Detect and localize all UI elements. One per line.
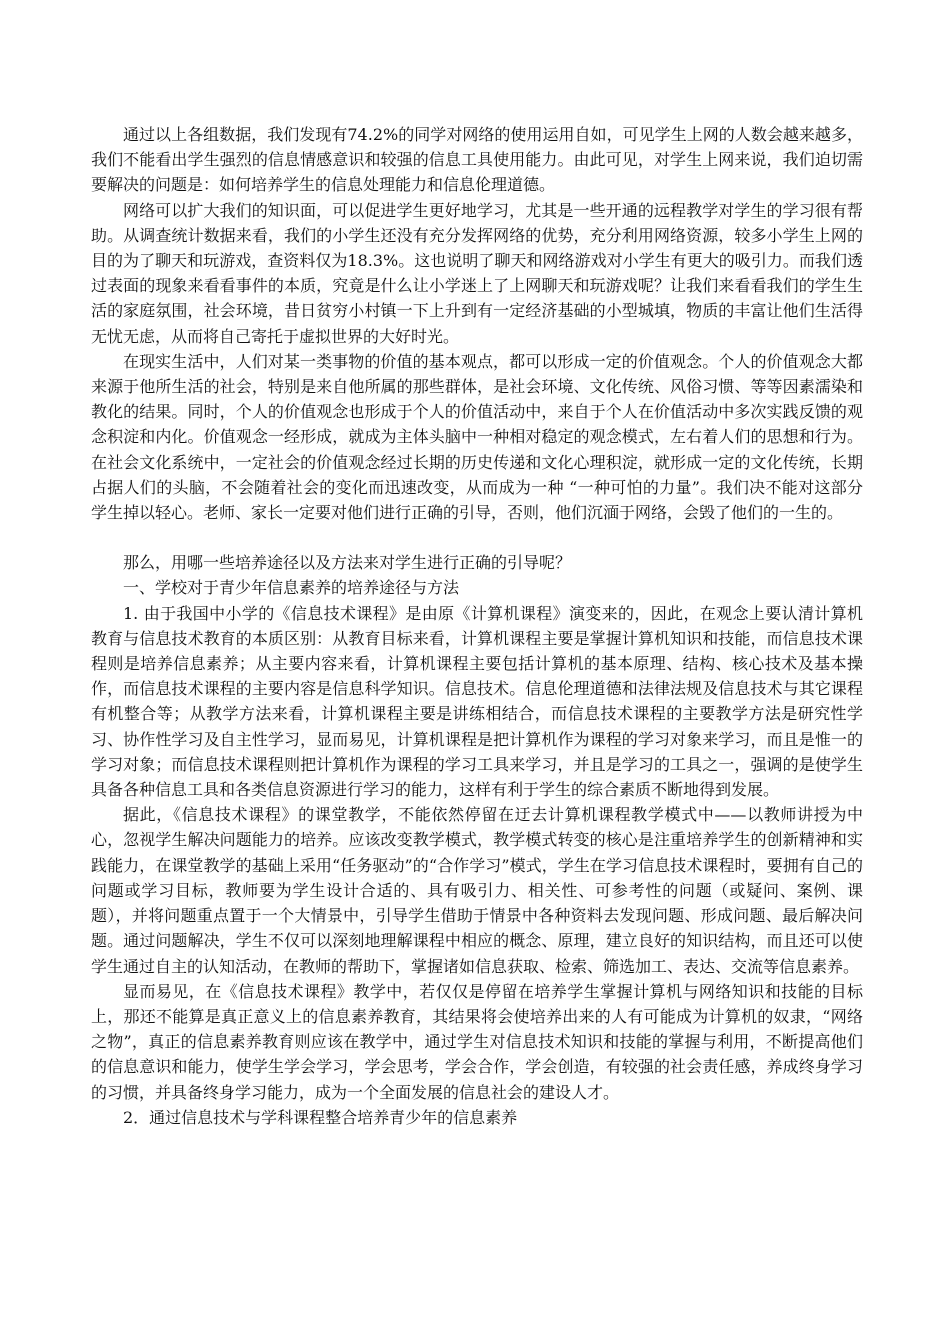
document-body [91, 122, 863, 1130]
paragraph-network-usage: 网络可以扩大我们的知识面，可以促进学生更好地学习，尤其是一些开通的远程教学对学生的学习很有帮助。从调查统计数据来看，我们的小学生还没有充分发挥网络的优势，充分利用网络资源，较多小学生上网的目的为了聊天和玩游戏，查资料仅为18.3%。这也说明了聊天和网络游戏对小学生有更大的吸引力。而我们透过表面的现象来看看事件的本质，究竟是什么让小学迷上了上网聊天和玩游戏呢？让我们来看看我们的学生生活的家庭氛围，社会环境，昔日贫穷小村镇一下上升到有一定经济基础的小型城填，物质的丰富让他们生活得无忧无虑，从而将自己寄托于虚拟世界的大好时光。 [91, 200, 863, 346]
paragraph-guidance-question: 那么，用哪一些培养途径以及方法来对学生进行正确的引导呢？ [123, 553, 572, 573]
paragraph-value-concepts: 在现实生活中，人们对某一类事物的价值的基本观点，都可以形成一定的价值观念。个人的价值观念大都来源于他所生活的社会，特别是来自他所属的那些群体，是社会环境、文化传统、风俗习惯、等等因素濡染和教化的结果。同时，个人的价值观念也形成于个人的价值活动中，来自于个人在价值活动中多次实践反馈的观念积淀和内化。价值观念一经形成，就成为主体头脑中一种相对稳定的观念模式，左右着人们的思想和行为。在社会文化系统中，一定社会的价值观念经过长期的历史传递和文化心理积淀，就形成一定的文化传统，长期占据人们的头脑，不会随着社会的变化而迅速改变，从而成为一种 “一种可怕的力量”。我们决不能对这部分学生掉以轻心。老师、家长一定要对他们进行正确的引导，否则，他们沉湎于网络，会毁了他们的一生的。 [91, 351, 863, 523]
paragraph-teaching-mode: 据此，《信息技术课程》的课堂教学，不能依然停留在迂去计算机课程教学模式中——以教师讲授为中心，忽视学生解决问题能力的培养。应该改变教学模式，教学模式转变的核心是注重培养学生的创新精神和实践能力，在课堂教学的基础上采用“任务驱动”的“合作学习”模式，学生在学习信息技术课程时，要拥有自己的问题或学习目标，教师要为学生设计合适的、具有吸引力、相关性、可参考性的问题（或疑问、案例、课题），并将问题重点置于一个大情景中，引导学生借助于情景中各种资料去发现问题、形成问题、最后解决问题。通过问题解决，学生不仅可以深刻地理解课程中相应的概念、原理，建立良好的知识结构，而且还可以使学生通过自主的认知活动，在教师的帮助下，掌握诸如信息获取、检索、筛选加工、表达、交流等信息素养。 [91, 805, 863, 976]
section-heading-school-approaches: 一、学校对于青少年信息素养的培养途径与方法 [123, 578, 460, 598]
paragraph-survey-conclusion: 通过以上各组数据，我们发现有74.2%的同学对网络的使用运用自如，可见学生上网的人数会越来越多，我们不能看出学生强烈的信息情感意识和较强的信息工具使用能力。由此可见，对学生上网来说，我们迫切需要解决的问题是：如何培养学生的信息处理能力和信息伦理道德。 [91, 125, 863, 195]
paragraph-item-1: 1. 由于我国中小学的《信息技术课程》是由原《计算机课程》演变来的，因此，在观念上要认清计算机教育与信息技术教育的本质区别：从教育目标来看，计算机课程主要是掌握计算机知识和技能，而信息技术课程则是培养信息素养；从主要内容来看，计算机课程主要包括计算机的基本原理、结构、核心技术及基本操作，而信息技术课程的主要内容是信息科学知识。信息技术。信息伦理道德和法律法规及信息技术与其它课程有机整合等；从教学方法来看，计算机课程主要是讲练相结合，而信息技术课程的主要教学方法是研究性学习、协作性学习及自主性学习，显而易见，计算机课程是把计算机作为课程的学习对象来学习，而且是惟一的学习对象；而信息技术课程则把计算机作为课程的学习工具来学习，并且是学习的工具之一，强调的是使学生具备各种信息工具和各类信息资源进行学习的能力，这样有利于学生的综合素质不断地得到发展。 [91, 603, 863, 800]
paragraph-spacer [91, 525, 863, 550]
paragraph-information-literacy: 显而易见，在《信息技术课程》教学中，若仅仅是停留在培养学生掌握计算机与网络知识和技能的目标上，那还不能算是真正意义上的信息素养教育，其结果将会使培养出来的人有可能成为计算机的奴隶，“网络之物”，真正的信息素养教育则应该在教学中，通过学生对信息技术知识和技能的掌握与利用，不断提高他们的信息意识和能力，使学生学会学习，学会思考，学会合作，学会创造，有较强的社会责任感，养成终身学习的习惯，并具备终身学习能力，成为一个全面发展的信息社会的建设人才。 [91, 981, 863, 1102]
paragraph-item-2: 2．通过信息技术与学科课程整合培养青少年的信息素养 [123, 1107, 518, 1127]
